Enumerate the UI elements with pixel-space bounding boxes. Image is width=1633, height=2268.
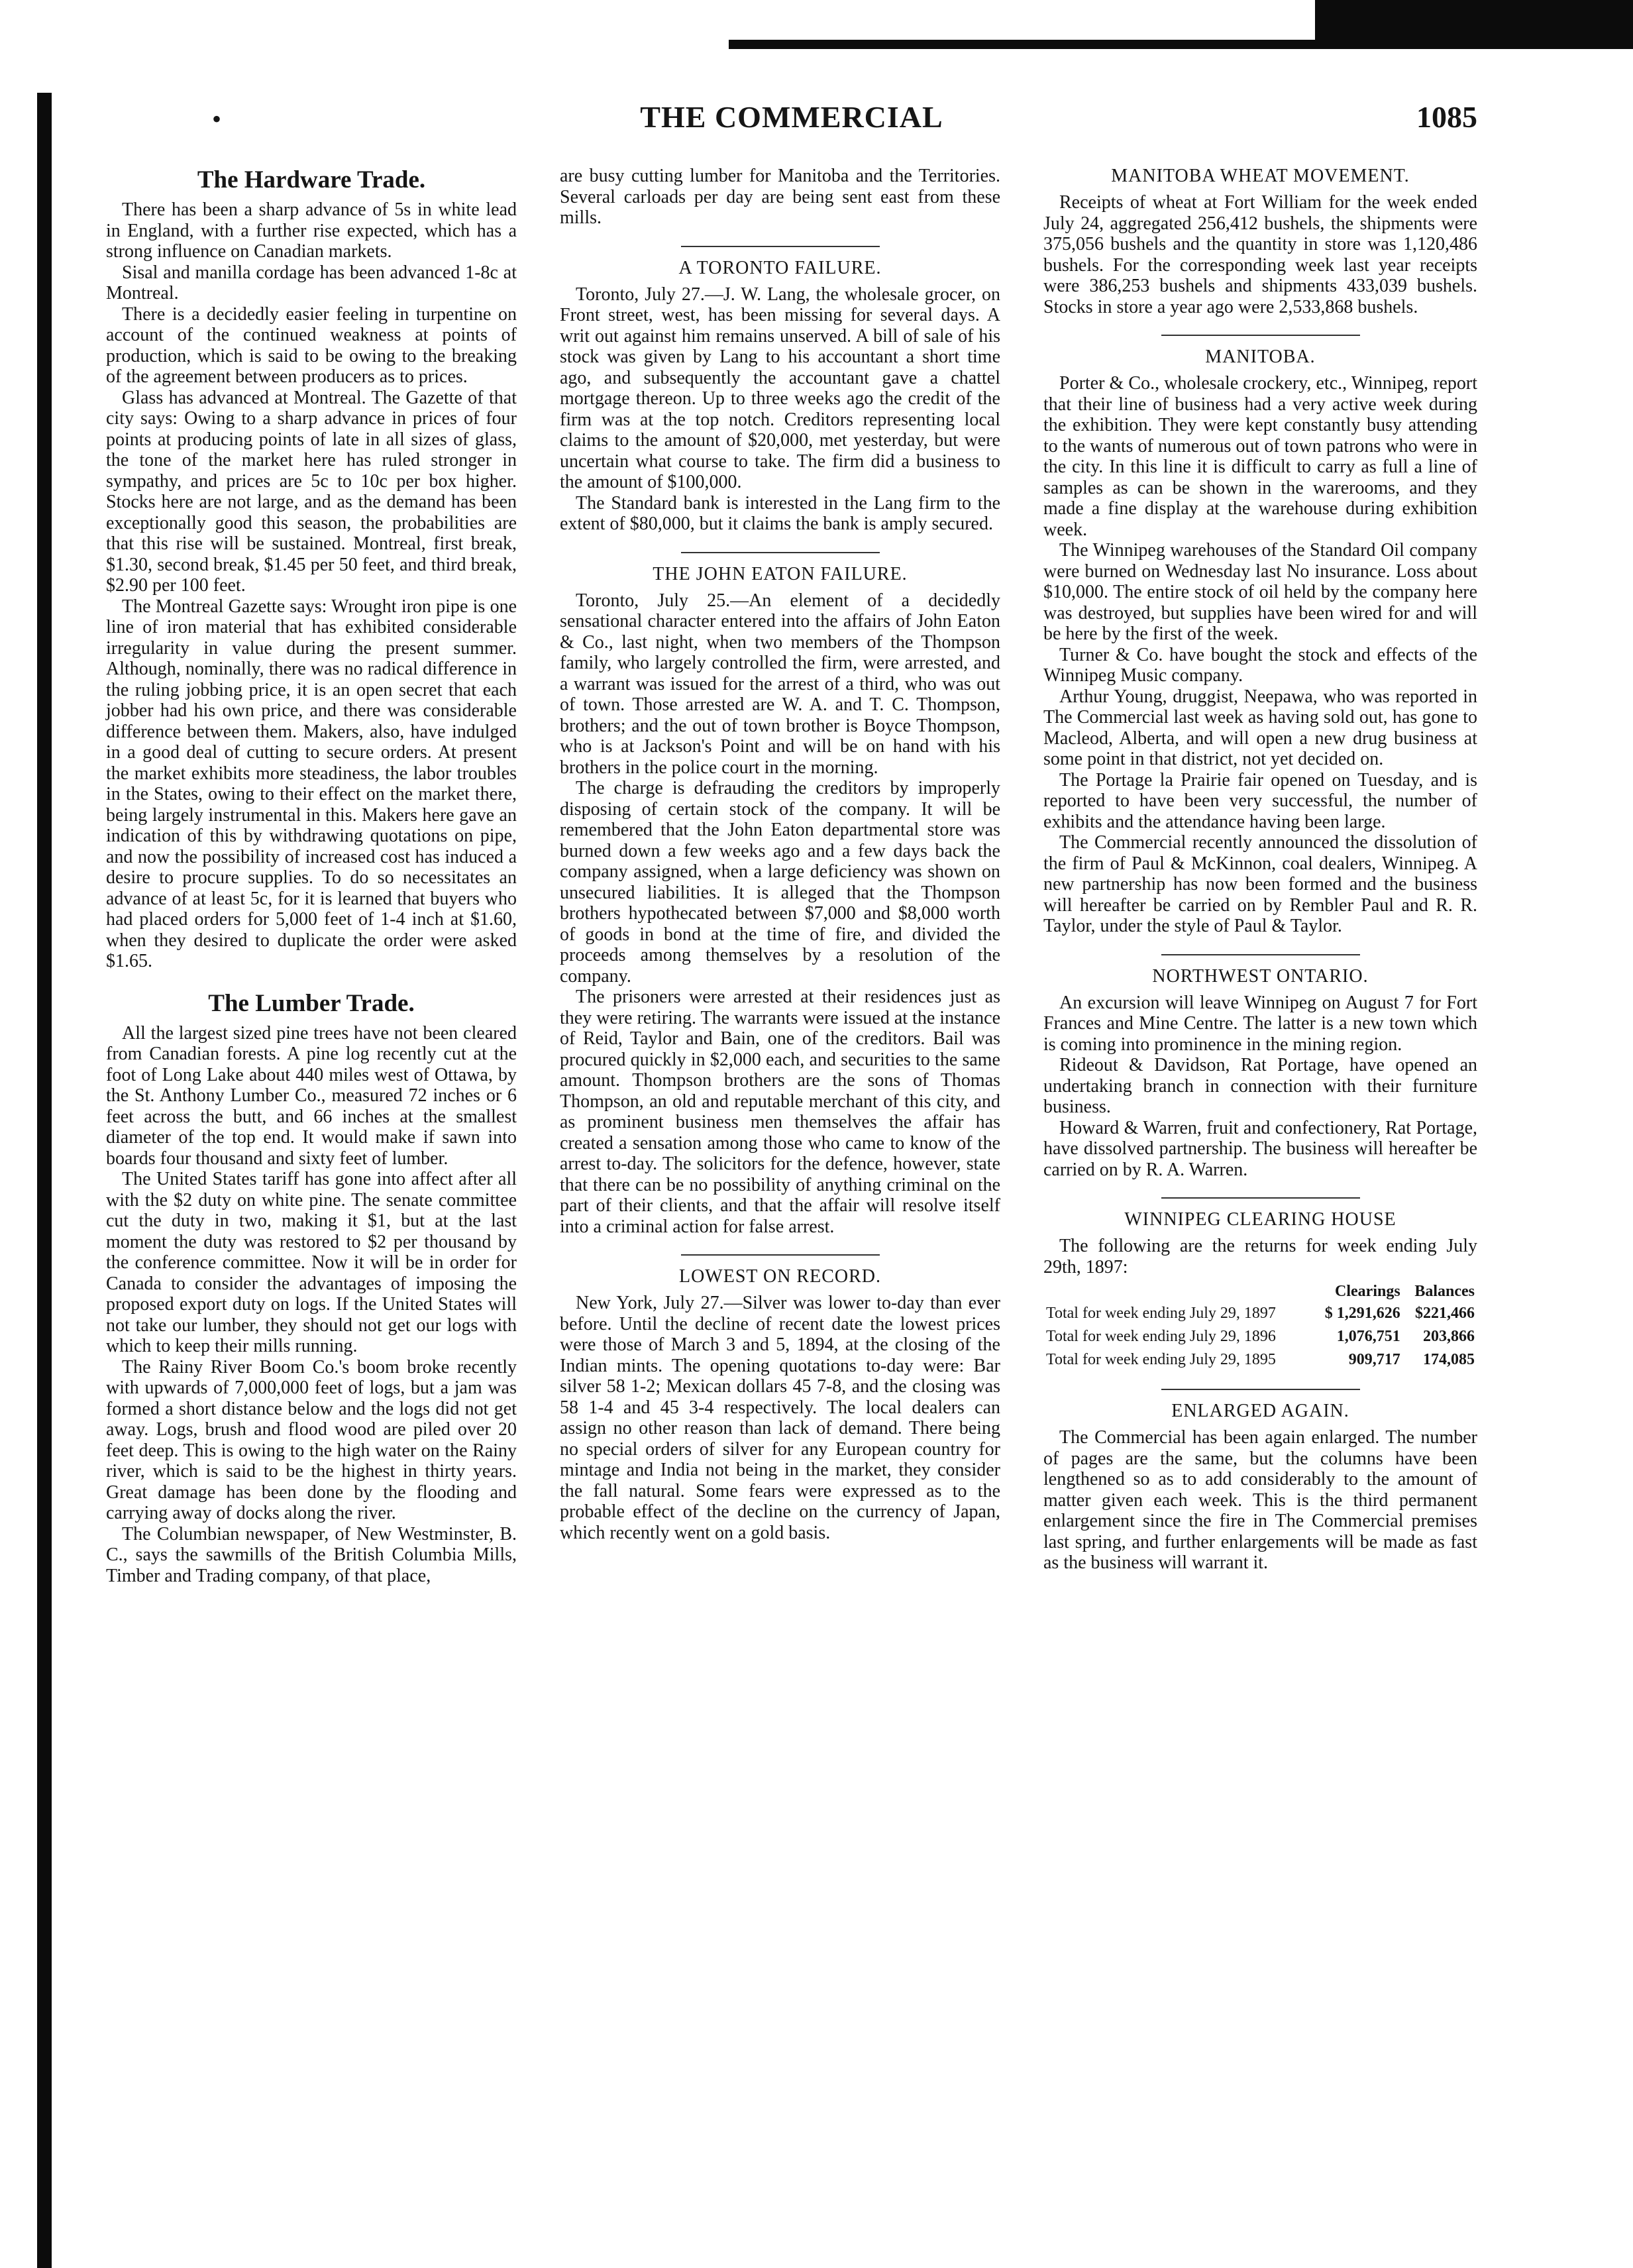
running-title: THE COMMERCIAL: [640, 100, 943, 134]
article-lumber-trade: [106, 989, 517, 1587]
article-clearing-house: [1043, 1209, 1477, 1372]
article-title: MANITOBA.: [1205, 347, 1316, 367]
paragraph: The prisoners were arrested at their residences just as they were retiring. The warrants were issued at the instance of Reid, Taylor and Bain, one of the creditors. Bail was procured quickly in $2,000 each, and securities to the same amount. Thompson brothers are the sons of Thomas Thompson, an old and reputable merchant of this city, and as prominent business men themselves the affair has created a sensation among those who came to know of the arrest to-day. The solicitors for the defence, however, state that there can be no possibility of anything criminal on the part of their clients, and that the affair will resolve itself into a criminal action for false arrest.: [560, 987, 1000, 1237]
paragraph: are busy cutting lumber for Manitoba and the Territories. Several carloads per day are being sent east from these mills.: [560, 166, 1000, 228]
scan-edge-top-strip: [729, 40, 1633, 49]
table-header-row: [1043, 1281, 1477, 1302]
paragraph: Sisal and manilla cordage has been advanced 1-8c at Montreal.: [106, 262, 517, 303]
article-title: A TORONTO FAILURE.: [678, 257, 882, 278]
paragraph: The Winnipeg warehouses of the Standard Oil company were burned on Wednesday last No insurance. Loss about $10,000. The entire stock of oil held by the company here was destroyed, but supplies have been wired for and will be here by the first of the week.: [1043, 540, 1477, 644]
paragraph: Porter & Co., wholesale crockery, etc., Winnipeg, report that their line of business had a very active week during the exhibition. They were kept constantly busy attending to the wants of numerous out of town patrons who were in the city. In this line it is difficult to carry as full a line of samples as can be shown in the warerooms, and they made a fine display at the warehouse during exhibition week.: [1043, 373, 1477, 540]
row-balances: 203,866: [1423, 1328, 1475, 1345]
article-title: MANITOBA WHEAT MOVEMENT.: [1111, 166, 1410, 186]
column-2: [560, 166, 1000, 1560]
table-row: [1043, 1325, 1477, 1348]
row-label: Total for week ending July 29, 1895: [1046, 1351, 1276, 1368]
paragraph: The United States tariff has gone into affect after all with the $2 duty on white pine. The senate committee cut the duty in two, making it $1, but at the last moment the duty was restored to $2 per thousand by the conference committee. Now it will be in order for Canada to consider the advantages of imposing the proposed export duty on logs. If the United States will not take our lumber, they should not get our logs with which to keep their mills running.: [106, 1169, 517, 1356]
page-header: [106, 99, 1477, 146]
article-title: NORTHWEST ONTARIO.: [1152, 965, 1369, 987]
article-lowest-on-record: [560, 1266, 1000, 1543]
paragraph: Turner & Co. have bought the stock and effects of the Winnipeg Music company.: [1043, 644, 1477, 686]
paragraph: Glass has advanced at Montreal. The Gazette of that city says: Owing to a sharp advance in prices of four points at producing points of late in all sizes of glass, the tone of the market here has ruled stronger in sympathy, and prices are 5c to 10c per box higher. Stocks here are not large, and as the demand has been exceptionally good this season, the probabilities are that this rise will be sustained. Montreal, first break, $1.30, second break, $1.45 per 50 feet, and third break, $2.90 per 100 feet.: [106, 387, 517, 596]
column-rule: [681, 1254, 880, 1256]
paragraph: The Montreal Gazette says: Wrought iron pipe is one line of iron material that has exhibited considerable irregularity in value during the present summer. Although, nominally, there was no radical difference in the ruling jobbing price, it is an open secret that each jobber had his own price, and there was considerable difference between them. Makers, also, have indulged in a good deal of cutting to secure orders. At present the market exhibits more steadiness, the labor troubles in the States, owing to their effect on the market there, being largely instrumental in this. Makers here gave an indication of this by withdrawing quotations on pipe, and now the possibility of increased cost has induced a desire to procure supplies. To do so necessitates an advance of at least 5c, for it is learned that buyers who had placed orders for 5,000 feet of 1-4 inch at $1.60, when they desired to duplicate the order were asked $1.65.: [106, 596, 517, 971]
paragraph: Arthur Young, druggist, Neepawa, who was reported in The Commercial last week as having sold out, has gone to Macleod, Alberta, and will open a new drug business at some point in that district, not yet decided on.: [1043, 686, 1477, 769]
table-header-cell: [1043, 1281, 1311, 1302]
paragraph: There has been a sharp advance of 5s in white lead in England, with a further rise expected, which has a strong influence on Canadian markets.: [106, 199, 517, 262]
paragraph: An excursion will leave Winnipeg on August 7 for Fort Frances and Mine Centre. The latter is a new town which is coming into prominence in the mining region.: [1043, 992, 1477, 1055]
article-title: The Hardware Trade.: [197, 166, 426, 193]
column-rule: [1161, 335, 1360, 336]
column-rule: [1161, 954, 1360, 955]
column-3: [1043, 166, 1477, 1591]
article-enlarged-again: [1043, 1401, 1477, 1574]
paragraph: The Commercial recently announced the dissolution of the firm of Paul & McKinnon, coal dealers, Winnipeg. A new partnership has now been formed and the business will hereafter be carried on by Rembler Paul and R. R. Taylor, under the style of Paul & Taylor.: [1043, 832, 1477, 936]
row-clearings: 909,717: [1348, 1351, 1400, 1368]
column-rule: [681, 552, 880, 553]
article-toronto-failure: [560, 258, 1000, 535]
column-rule: [1161, 1389, 1360, 1390]
article-title: WINNIPEG CLEARING HOUSE: [1124, 1209, 1396, 1230]
paragraph: Toronto, July 25.—An element of a decidedly sensational character entered into the affairs of John Eaton & Co., last night, when two members of the Thompson family, who largely controlled the firm, were arrested, and a warrant was issued for the arrest of a third, who was out of town. Those arrested are W. A. and T. C. Thompson, brothers; and the out of town brother is Boyce Thompson, who is at Jackson's Point and will be on hand with his brothers in the police court in the morning.: [560, 590, 1000, 778]
column-rule: [681, 246, 880, 247]
paragraph: New York, July 27.—Silver was lower to-day than ever before. Until the decline of recent date the lowest prices were those of March 3 and 5, 1894, at the closing of the Indian mints. The opening quotations to-day were: Bar silver 58 1-2; Mexican dollars 45 7-8, and the closing was 58 1-4 and 45 3-4 respectively. The local dealers can assign no other reason than lack of demand. There being no special orders of silver for any European country for mintage and India not being in the market, they consider the fall natural. Some fears were expressed as to the probable effect of the decline on the currency of Japan, which recently went on a gold basis.: [560, 1293, 1000, 1543]
column-rule: [1161, 1197, 1360, 1199]
column-1: [106, 166, 517, 1603]
article-title: THE JOHN EATON FAILURE.: [653, 563, 908, 584]
row-balances: 174,085: [1423, 1351, 1475, 1368]
article-title: The Lumber Trade.: [208, 989, 415, 1017]
page-number: 1085: [1416, 100, 1477, 134]
row-clearings: 1,076,751: [1336, 1328, 1400, 1345]
article-northwest-ontario: [1043, 966, 1477, 1181]
row-clearings: $ 1,291,626: [1324, 1305, 1400, 1322]
article-hardware-trade: [106, 166, 517, 972]
paragraph: Receipts of wheat at Fort William for the week ended July 24, aggregated 256,412 bushels, the shipments were 375,056 bushels and the quantity in store was 1,120,486 bushels. For the corresponding week last year receipts were 386,253 bushels and shipments 433,039 bushels. Stocks in store a year ago were 2,533,868 bushels.: [1043, 192, 1477, 317]
article-john-eaton-failure: [560, 564, 1000, 1238]
row-label: Total for week ending July 29, 1896: [1046, 1328, 1276, 1345]
article-manitoba: [1043, 347, 1477, 937]
paragraph: The Columbian newspaper, of New Westminster, B. C., says the sawmills of the British Columbia Mills, Timber and Trading company, of that place,: [106, 1523, 517, 1586]
paragraph: The following are the returns for week ending July 29th, 1897:: [1043, 1236, 1477, 1277]
scan-edge-top: [1315, 0, 1633, 40]
paragraph: The Portage la Prairie fair opened on Tuesday, and is reported to have been very successful, the number of exhibits and the attendance having been large.: [1043, 769, 1477, 832]
clearing-table: [1043, 1281, 1477, 1372]
paragraph: The Commercial has been again enlarged. The number of pages are the same, but the columns have been lengthened so as to add considerably to the amount of matter given each week. This is the third permanent enlargement since the fire in The Commercial premises last spring, and further enlargements will be made as fast as the business will warrant it.: [1043, 1427, 1477, 1573]
paragraph: Toronto, July 27.—J. W. Lang, the wholesale grocer, on Front street, west, has been missing for several days. A writ out against him remains unserved. A bill of sale of his stock was given by Lang to his accountant a short time ago, and subsequently the accountant gave a chattel mortgage thereon. Up to three weeks ago the credit of the firm was at the top notch. Creditors representing local claims to the amount of $20,000, met yesterday, but were uncertain what course to take. The firm did a business to the amount of $100,000.: [560, 284, 1000, 492]
article-wheat-movement: [1043, 166, 1477, 317]
table-header-balances: Balances: [1414, 1283, 1475, 1300]
article-title: LOWEST ON RECORD.: [678, 1266, 882, 1287]
paragraph: Rideout & Davidson, Rat Portage, have opened an undertaking branch in connection with their furniture business.: [1043, 1055, 1477, 1117]
paragraph: The Rainy River Boom Co.'s boom broke recently with upwards of 7,000,000 feet of logs, but a jam was formed a short distance below and the logs did not get away. Logs, brush and flood wood are piled over 20 feet deep. This is owing to the high water on the Rainy river, which is said to be the highest in thirty years. Great damage has been done by the flooding and carrying away of docks along the river.: [106, 1356, 517, 1523]
row-balances: $221,466: [1415, 1305, 1475, 1322]
paragraph: Howard & Warren, fruit and confectionery, Rat Portage, have dissolved partnership. The business will hereafter be carried on by R. A. Warren.: [1043, 1117, 1477, 1180]
article-lumber-continued: [560, 166, 1000, 229]
table-row: [1043, 1348, 1477, 1372]
row-label: Total for week ending July 29, 1897: [1046, 1305, 1276, 1322]
scan-edge-left: [37, 93, 52, 2268]
paragraph: The charge is defrauding the creditors by improperly disposing of certain stock of the company. It will be remembered that the John Eaton departmental store was burned down a few weeks ago and a few days back the company assigned, when a large deficiency was shown on unsecured liabilities. It is alleged that the Thompson brothers hypothecated between $7,000 and $8,000 worth of goods in bond at the time of fire, and divided the proceeds among themselves by a resolution of the company.: [560, 778, 1000, 987]
paragraph: The Standard bank is interested in the Lang firm to the extent of $80,000, but it claims the bank is amply secured.: [560, 492, 1000, 534]
table-row: [1043, 1302, 1477, 1325]
table-header-clearings: Clearings: [1335, 1283, 1400, 1300]
paragraph: All the largest sized pine trees have not been cleared from Canadian forests. A pine log recently cut at the foot of Long Lake about 440 miles west of Ottawa, by the St. Anthony Lumber Co., measured 72 inches or 6 feet across the butt, and 66 inches at the smallest diameter of the top end. It would make if sawn into boards four thousand and sixty feet of lumber.: [106, 1022, 517, 1169]
paragraph: There is a decidedly easier feeling in turpentine on account of the continued weakness at points of production, which is said to be owing to the breaking of the agreement between producers as to prices.: [106, 303, 517, 387]
header-dot: •: [212, 104, 222, 134]
article-title: ENLARGED AGAIN.: [1171, 1401, 1349, 1421]
